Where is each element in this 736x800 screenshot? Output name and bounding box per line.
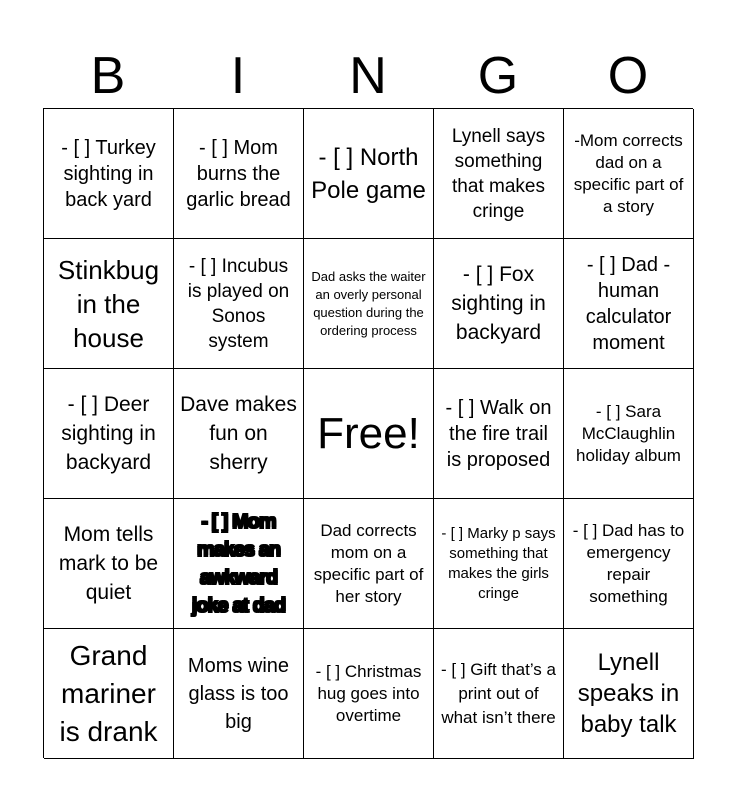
header-letter-o: O	[607, 47, 649, 105]
cell-text: Mom tells mark to be quiet	[58, 523, 159, 604]
bingo-header	[43, 44, 693, 108]
bingo-cell-5-3[interactable]	[304, 629, 434, 759]
header-letter-i: I	[230, 47, 246, 105]
cell-text: Grand mariner is drank	[59, 639, 158, 747]
bingo-cell-5-4[interactable]	[434, 629, 564, 759]
bingo-cell-1-1[interactable]	[44, 109, 174, 239]
header-letter-n: N	[349, 47, 387, 105]
bingo-cell-4-1[interactable]	[44, 499, 174, 629]
bingo-cell-4-5[interactable]	[564, 499, 694, 629]
header-letter-b: B	[90, 47, 126, 105]
cell-text: - [ ] Turkey sighting in back yard	[61, 136, 156, 211]
cell-text: Dad asks the waiter an overly personal question during the ordering process	[311, 268, 426, 338]
cell-text: - [ ] Deer sighting in backyard	[61, 393, 156, 474]
bingo-cell-1-4[interactable]	[434, 109, 564, 239]
bingo-cell-2-3[interactable]	[304, 239, 434, 369]
cell-text: -Mom corrects dad on a specific part of a story	[573, 130, 684, 216]
bingo-cell-2-1[interactable]	[44, 239, 174, 369]
cell-text: - [ ] Fox sighting in backyard	[451, 263, 546, 344]
bingo-cell-3-5[interactable]	[564, 369, 694, 499]
cell-text: - [ ] Mom burns the garlic bread	[186, 136, 291, 211]
cell-text: - [ ] Incubus is played on Sonos system	[187, 255, 290, 352]
bingo-cell-3-1[interactable]	[44, 369, 174, 499]
bingo-cell-3-2[interactable]	[174, 369, 304, 499]
header-letter-g: G	[477, 47, 519, 105]
bingo-cell-2-4[interactable]	[434, 239, 564, 369]
bingo-board	[43, 108, 693, 758]
bingo-cell-2-5[interactable]	[564, 239, 694, 369]
cell-text: Moms wine glass is too big	[187, 654, 290, 733]
cell-text: - [ ] Dad - human calculator moment	[585, 253, 672, 354]
bingo-cell-1-3[interactable]	[304, 109, 434, 239]
cell-text: - [ ] North Pole game	[311, 143, 426, 204]
cell-text: - [ ] Christmas hug goes into overtime	[315, 661, 422, 725]
cell-text-free: Free!	[317, 408, 420, 458]
bingo-cell-1-2[interactable]	[174, 109, 304, 239]
bingo-cell-5-5[interactable]	[564, 629, 694, 759]
cell-text: - [ ] Sara McClaughlin holiday album	[576, 401, 681, 465]
bingo-cell-4-2[interactable]	[174, 499, 304, 629]
cell-text: Lynell speaks in baby talk	[577, 649, 680, 738]
bingo-cell-2-2[interactable]	[174, 239, 304, 369]
bingo-cell-free[interactable]	[304, 369, 434, 499]
cell-text: Dave makes fun on sherry	[180, 393, 297, 474]
cell-text: Dad corrects mom on a specific part of her story	[313, 520, 424, 606]
cell-text: - [ ] Marky p says something that makes the girls cringe	[441, 524, 556, 602]
cell-text: Lynell says something that makes cringe	[451, 125, 546, 222]
cell-text: - [ ] Gift that’s a print out of what isn’t there	[441, 659, 556, 727]
bingo-cell-3-4[interactable]	[434, 369, 564, 499]
bingo-cell-5-2[interactable]	[174, 629, 304, 759]
cell-text: - [ ] Dad has to emergency repair something	[572, 520, 685, 606]
bingo-cell-4-3[interactable]	[304, 499, 434, 629]
cell-text: Stinkbug in the house	[57, 254, 160, 353]
bingo-cell-1-5[interactable]	[564, 109, 694, 239]
cell-text: - [ ] Mom makes an awkward joke at dad	[191, 510, 286, 617]
cell-text: - [ ] Walk on the fire trail is proposed	[445, 396, 552, 471]
bingo-cell-4-4[interactable]	[434, 499, 564, 629]
bingo-cell-5-1[interactable]	[44, 629, 174, 759]
